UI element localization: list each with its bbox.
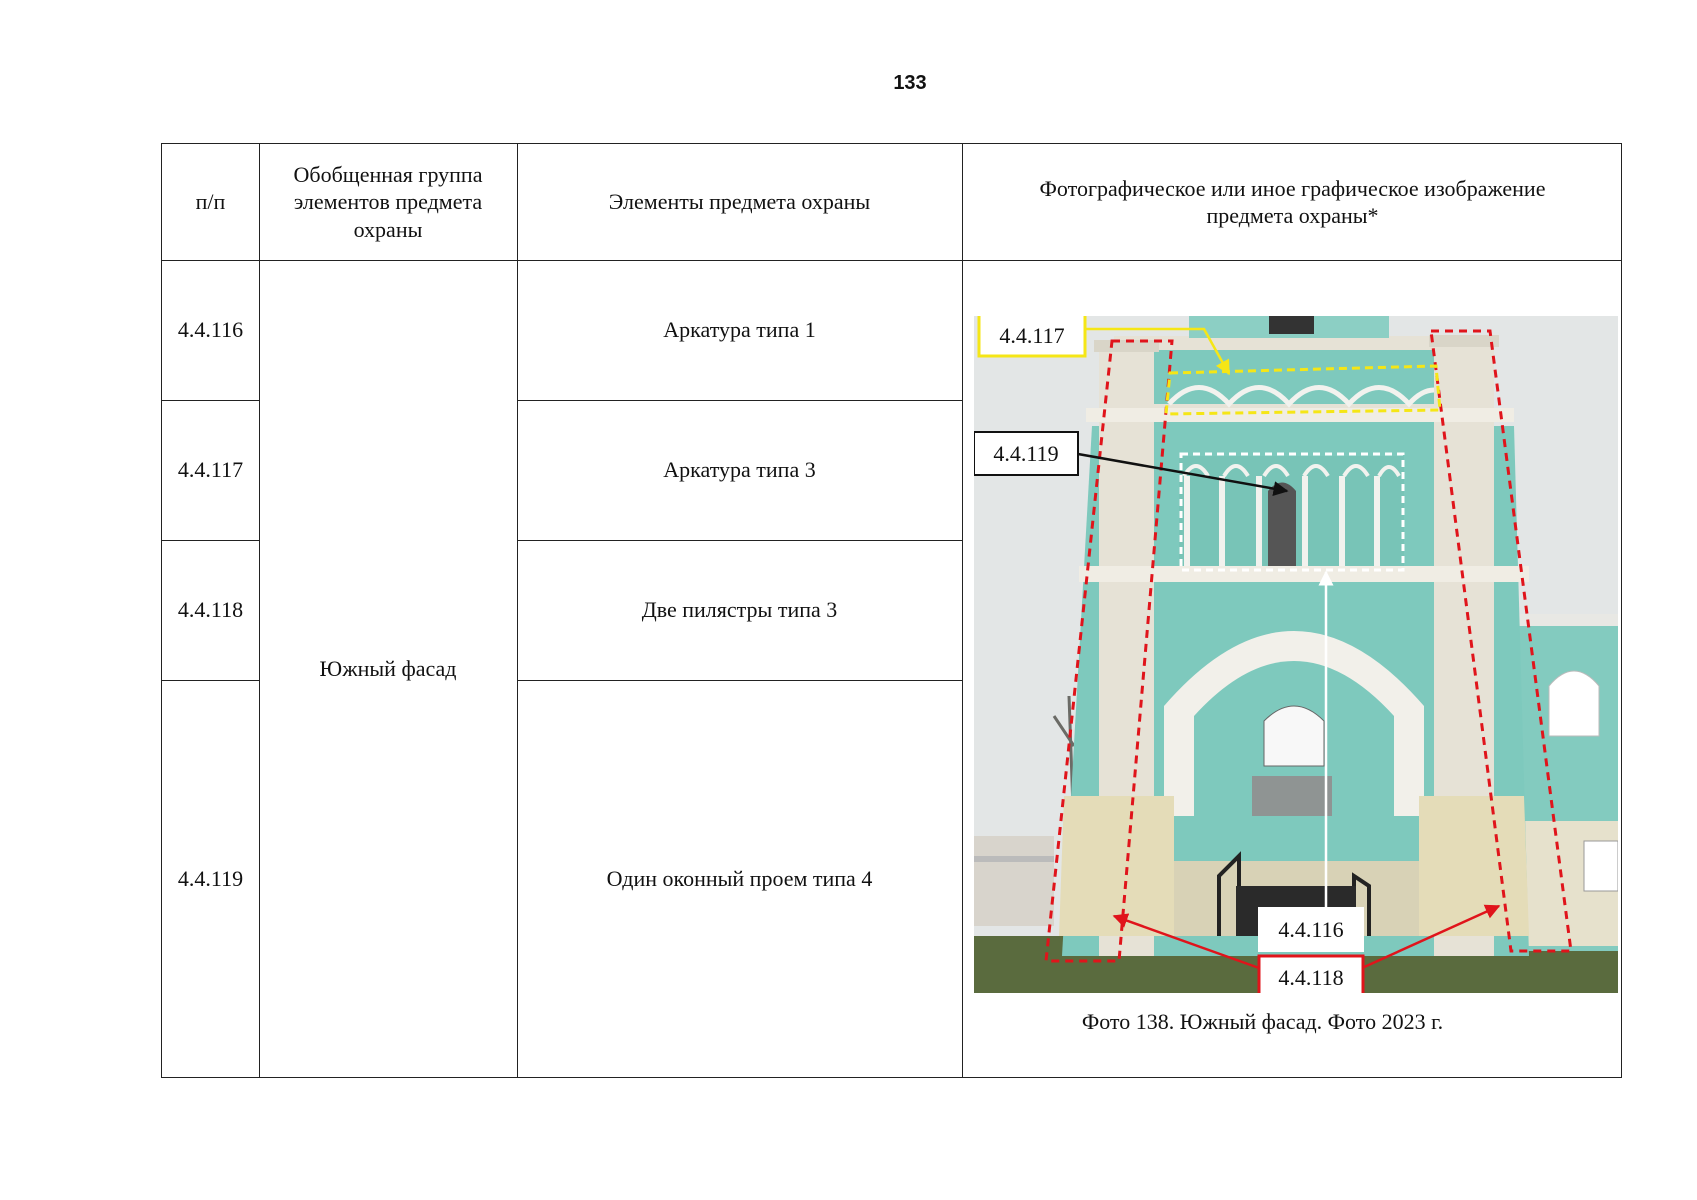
right-window	[1549, 671, 1599, 736]
protection-table	[161, 143, 1622, 1078]
row-element: Аркатура типа 3	[663, 457, 816, 483]
header-elements: Элементы предмета охраны	[608, 189, 871, 215]
group-cell: Южный фасад	[319, 655, 457, 681]
row-num: 4.4.119	[177, 865, 244, 891]
label-119: 4.4.119	[993, 441, 1059, 466]
label-118: 4.4.118	[1278, 965, 1344, 990]
col-divider	[962, 144, 963, 1077]
left-house	[974, 836, 1054, 926]
row-num: 4.4.116	[177, 317, 244, 343]
row-element: Две пилястры типа 3	[641, 597, 838, 623]
header-group: Обобщенная группа элементов предмета охраны	[293, 161, 483, 242]
header-image: Фотографическое или иное графическое изображение предмета охраны*	[1039, 175, 1546, 228]
facade-photo-svg	[974, 316, 1618, 993]
row-element: Аркатура типа 1	[663, 317, 816, 343]
facade-photo	[974, 316, 1618, 993]
label-116: 4.4.116	[1278, 917, 1344, 942]
page-number: 133	[893, 72, 927, 94]
header-num: п/п	[195, 189, 226, 215]
window-type4	[1268, 483, 1296, 567]
row-num: 4.4.118	[177, 597, 244, 623]
row-num: 4.4.117	[177, 457, 244, 483]
portal-window	[1264, 706, 1324, 766]
row-element: Один оконный проем типа 4	[606, 865, 873, 891]
plinth	[1059, 796, 1174, 936]
label-117: 4.4.117	[999, 323, 1065, 348]
photo-caption: Фото 138. Южный фасад. Фото 2023 г.	[1081, 1009, 1444, 1034]
